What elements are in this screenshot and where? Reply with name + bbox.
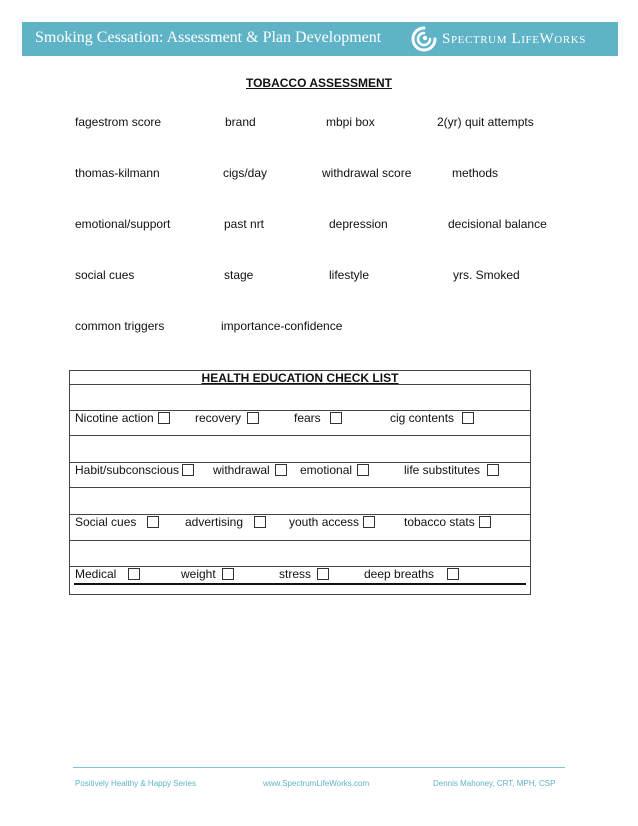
assessment-field: mbpi box [326, 115, 375, 129]
assessment-field: stage [224, 268, 254, 282]
checklist-item-label: Social cues [75, 515, 137, 529]
checklist-item-label: life substitutes [404, 463, 481, 477]
footer-series: Positively Healthy & Happy Series [75, 779, 196, 788]
checklist-item-label: withdrawal [213, 463, 270, 477]
assessment-field: emotional/support [75, 217, 171, 231]
checklist-checkbox[interactable] [363, 516, 375, 528]
checklist-item-label: deep breaths [364, 567, 435, 581]
checklist-checkbox[interactable] [222, 568, 234, 580]
checklist-title: HEALTH EDUCATION CHECK LIST [201, 371, 399, 385]
assessment-field: withdrawal score [322, 166, 412, 180]
footer-author: Dennis Mahoney, CRT, MPH, CSP [433, 779, 556, 788]
checklist-checkbox[interactable] [254, 516, 266, 528]
row-divider [70, 487, 530, 488]
assessment-field: importance-confidence [221, 319, 343, 333]
checklist-item-label: weight [181, 567, 216, 581]
header-bar [22, 22, 618, 56]
row-divider [70, 384, 530, 385]
checklist-item-label: emotional [300, 463, 353, 477]
checklist-checkbox[interactable] [317, 568, 329, 580]
assessment-title: TOBACCO ASSESSMENT [245, 76, 392, 90]
checklist-item-label: Habit/subconscious [75, 463, 180, 477]
checklist-checkbox[interactable] [357, 464, 369, 476]
checklist-item-label: Medical [75, 567, 117, 581]
checklist-checkbox[interactable] [247, 412, 259, 424]
assessment-field: 2(yr) quit attempts [437, 115, 534, 129]
checklist-checkbox[interactable] [487, 464, 499, 476]
checklist-checkbox[interactable] [275, 464, 287, 476]
checklist-item-label: advertising [185, 515, 244, 529]
checklist-item-label: recovery [195, 411, 242, 425]
health-education-checklist [69, 370, 531, 595]
assessment-field: cigs/day [223, 166, 268, 180]
checklist-checkbox[interactable] [330, 412, 342, 424]
assessment-field: lifestyle [329, 268, 370, 282]
spiral-person-icon [410, 25, 438, 53]
footer-divider [73, 767, 565, 768]
assessment-field: brand [225, 115, 256, 129]
document-title: Smoking Cessation: Assessment & Plan Development [35, 29, 382, 46]
row-divider [70, 435, 530, 436]
assessment-field: past nrt [224, 217, 265, 231]
checklist-item-label: Nicotine action [75, 411, 154, 425]
checklist-checkbox[interactable] [182, 464, 194, 476]
assessment-field: fagestrom score [75, 115, 162, 129]
checklist-item-label: cig contents [390, 411, 455, 425]
checklist-checkbox[interactable] [479, 516, 491, 528]
checklist-item-label: stress [279, 567, 312, 581]
assessment-field: social cues [75, 268, 135, 282]
checklist-item-label: tobacco stats [404, 515, 475, 529]
assessment-field: methods [452, 166, 499, 180]
checklist-checkbox[interactable] [158, 412, 170, 424]
assessment-field: yrs. Smoked [453, 268, 520, 282]
assessment-field: common triggers [75, 319, 165, 333]
row-divider [70, 540, 530, 541]
checklist-checkbox[interactable] [128, 568, 140, 580]
row-divider [74, 583, 526, 585]
assessment-field: thomas-kilmann [75, 166, 160, 180]
brand-logo [410, 25, 610, 53]
checklist-checkbox[interactable] [462, 412, 474, 424]
footer-website-link[interactable]: www.SpectrumLifeWorks.com [263, 779, 370, 788]
checklist-checkbox[interactable] [147, 516, 159, 528]
assessment-field: decisional balance [448, 217, 547, 231]
checklist-item-label: youth access [289, 515, 360, 529]
checklist-item-label: fears [294, 411, 321, 425]
checklist-checkbox[interactable] [447, 568, 459, 580]
assessment-field: depression [329, 217, 388, 231]
logo-wordmark: Spectrum LifeWorks [442, 31, 587, 47]
